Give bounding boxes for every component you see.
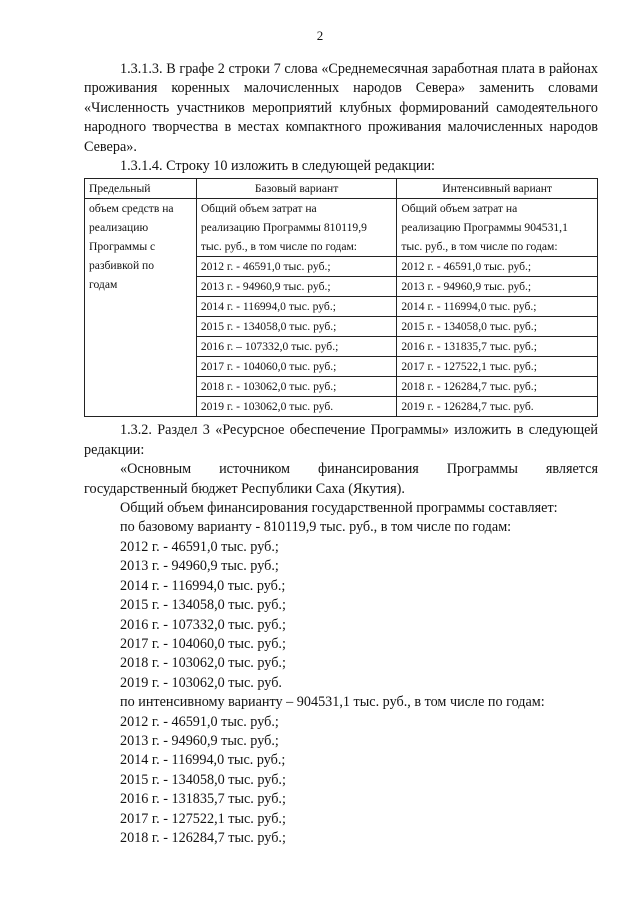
cell-text: реализацию Программы 904531,1: [401, 221, 568, 235]
year-line: 2012 г. - 46591,0 тыс. руб.;: [120, 713, 279, 730]
text-line: «Основным источником финансирования Программы является: [120, 461, 598, 478]
year-line: 2015 г. - 134058,0 тыс. руб.;: [197, 316, 397, 336]
table-cell-intensive: [397, 199, 598, 417]
year-line: 2014 г. - 116994,0 тыс. руб.;: [120, 577, 286, 594]
text-line: словами «Численность участников мероприятий клубных формирований: [84, 80, 598, 116]
table-header-row: [85, 179, 598, 199]
year-line: 2018 г. - 126284,7 тыс. руб.;: [397, 376, 597, 396]
year-line: 2012 г. - 46591,0 тыс. руб.;: [197, 256, 397, 276]
text-line: государственный бюджет Республики Саха (Якутия).: [84, 480, 405, 497]
year-line: 2013 г. - 94960,9 тыс. руб.;: [120, 558, 279, 575]
paragraph-132: [84, 421, 598, 460]
total-funding-line: Общий объем финансирования государственной программы составляет:: [120, 500, 558, 517]
cell-text: тыс. руб., в том числе по годам:: [401, 240, 558, 254]
year-line: 2017 г. - 104060,0 тыс. руб.;: [120, 635, 286, 652]
year-line: 2014 г. - 116994,0 тыс. руб.;: [197, 296, 397, 316]
base-variant-intro: по базовому варианту - 810119,9 тыс. руб., в том числе по годам:: [120, 519, 512, 536]
program-funding-table: [84, 178, 598, 417]
year-line: 2016 г. – 107332,0 тыс. руб.;: [197, 336, 397, 356]
year-line: 2017 г. - 104060,0 тыс. руб.;: [197, 356, 397, 376]
text-line: самодеятельного народного творчества в местах компактного проживания: [84, 99, 598, 136]
intensive-variant-intro: по интенсивному варианту – 904531,1 тыс. руб., в том числе по годам:: [120, 694, 545, 711]
cell-text: тыс. руб., в том числе по годам:: [200, 240, 358, 254]
cell-text: Общий объем затрат на: [401, 202, 518, 216]
year-line: 2019 г. - 103062,0 тыс. руб.: [120, 674, 282, 691]
year-line: 2015 г. - 134058,0 тыс. руб.;: [120, 771, 286, 788]
cell-text: Программы с: [89, 240, 156, 254]
year-line: 2014 г. - 116994,0 тыс. руб.;: [120, 752, 286, 769]
year-line: 2018 г. - 103062,0 тыс. руб.;: [120, 655, 286, 672]
year-line: 2012 г. - 46591,0 тыс. руб.;: [397, 256, 597, 276]
text-line: 1.3.2. Раздел 3 «Ресурсное обеспечение Программы» изложить в: [120, 422, 524, 439]
table-header: Базовый вариант: [196, 179, 397, 199]
year-line: 2019 г. - 126284,7 тыс. руб.: [397, 396, 597, 416]
cell-text: реализацию Программы 810119,9: [200, 221, 367, 235]
year-line: 2017 г. - 127522,1 тыс. руб.;: [120, 810, 286, 827]
page-number: 2: [316, 28, 324, 43]
table-header: Предельный: [85, 179, 197, 199]
year-line: 2013 г. - 94960,9 тыс. руб.;: [197, 276, 397, 296]
cell-text: годам: [89, 278, 118, 292]
table-cell-label: [85, 199, 197, 417]
text-line: следующей редакции:: [84, 422, 599, 458]
year-line: 2016 г. - 131835,7 тыс. руб.;: [120, 791, 286, 808]
text-line: 1.3.1.3. В графе 2 строки 7 слова «Среднемесячная заработная плата в: [120, 61, 546, 77]
text-line: районах проживания коренных малочисленных народов Севера» заменить: [84, 61, 598, 97]
year-line: 2013 г. - 94960,9 тыс. руб.;: [120, 732, 279, 749]
year-line: 2019 г. - 103062,0 тыс. руб.: [197, 396, 397, 416]
cell-text: объем средств на: [89, 202, 174, 216]
year-line: 2015 г. - 134058,0 тыс. руб.;: [397, 316, 597, 336]
year-line: 2015 г. - 134058,0 тыс. руб.;: [120, 597, 286, 614]
year-line: 2016 г. - 107332,0 тыс. руб.;: [120, 616, 286, 633]
paragraph-source: [84, 460, 598, 499]
cell-text: реализацию: [89, 221, 149, 235]
year-line: 2012 г. - 46591,0 тыс. руб.;: [120, 538, 279, 555]
year-line: 2018 г. - 103062,0 тыс. руб.;: [197, 376, 397, 396]
year-line: 2013 г. - 94960,9 тыс. руб.;: [397, 276, 597, 296]
cell-text: Общий объем затрат на: [200, 202, 317, 216]
year-line: 2014 г. - 116994,0 тыс. руб.;: [397, 296, 597, 316]
year-line: 2018 г. - 126284,7 тыс. руб.;: [120, 829, 286, 846]
table-row: [85, 199, 598, 417]
year-line: 2017 г. - 127522,1 тыс. руб.;: [397, 356, 597, 376]
paragraph-1314: 1.3.1.4. Строку 10 изложить в следующей редакции:: [120, 158, 435, 175]
cell-text: разбивкой по: [89, 259, 155, 273]
text-line: малочисленных народов Севера».: [84, 119, 598, 155]
table-cell-base: [196, 199, 397, 417]
table-header: Интенсивный вариант: [397, 179, 598, 199]
year-line: 2016 г. - 131835,7 тыс. руб.;: [397, 336, 597, 356]
paragraph-1313: [84, 60, 598, 157]
document-body: [84, 60, 598, 848]
